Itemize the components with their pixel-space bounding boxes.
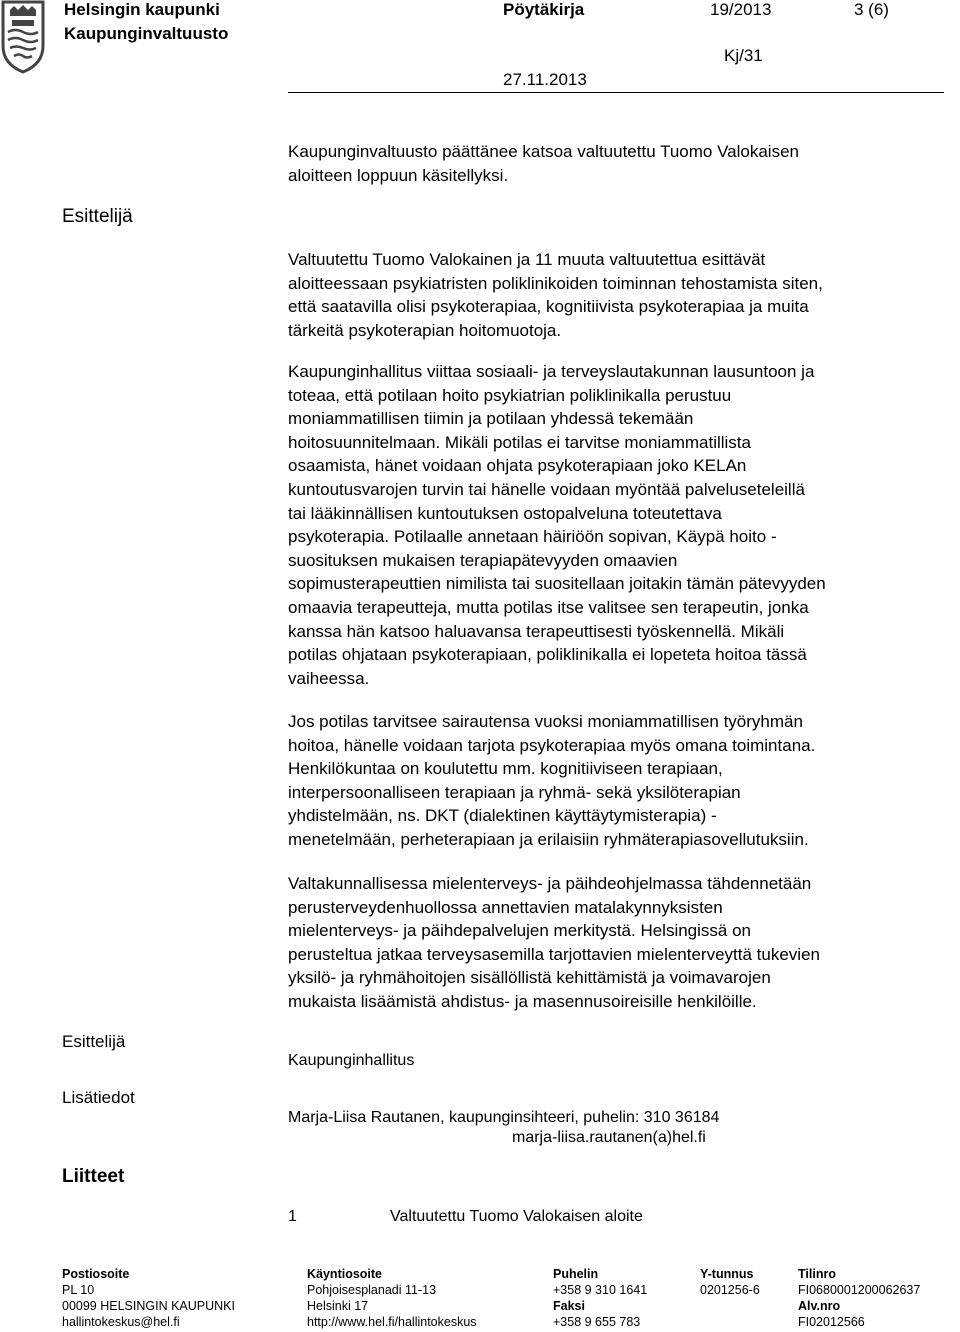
label-attachments: Liitteet xyxy=(62,1166,125,1187)
footer-phone xyxy=(553,1266,647,1330)
doc-number: 19/2013 xyxy=(710,0,772,19)
paragraph-national-program: Valtakunnallisessa mielenterveys- ja päihdeohjelmassa tähdennetään perusterveydenhuollossa annettavien matalakynnyksisten mielenterveys- ja päihdepalvelujen merkitystä. Helsingissä on perusteltua jatkaa terveysasemilla tarjottavien mielenterveyttä tukevien yksilö- ja ryhmähoitojen sisällöllistä kehittämistä ja voimavarojen mukaista lisäämistä ahdistus- ja masennusoireisille henkilöille. xyxy=(288,874,820,1011)
footer-account-value: FI0680001200062637 xyxy=(798,1283,921,1297)
section-number: Kj/31 xyxy=(724,46,763,65)
contact-email[interactable]: marja-liisa.rautanen(a)hel.fi xyxy=(512,1129,706,1146)
paragraph-initiative: Valtuutettu Tuomo Valokainen ja 11 muuta valtuutettua esittävät aloitteessaan psykiatristen poliklinikoiden toiminnan tehostamista siten, että saatavilla olisi psykoterapiaa, kognitiivista psykoterapiaa ja muita tärkeitä psykoterapian hoitomuotoja. xyxy=(288,250,823,340)
footer-fax-number: +358 9 655 783 xyxy=(553,1315,641,1329)
footer-website[interactable]: http://www.hel.fi/hallintokeskus xyxy=(307,1315,477,1329)
footer-email[interactable]: hallintokeskus@hel.fi xyxy=(62,1315,180,1329)
helsinki-crest-icon xyxy=(0,0,46,74)
paragraph-team-treatment: Jos potilas tarvitsee sairautensa vuoksi moniammatillisen työryhmän hoitoa, hänelle voidaan tarjota psykoterapiaa myös omana toimintana. Henkilökuntaa on koulutettu mm. kognitiiviseen terapiaan, interpersoonalliseen terapiaan ja ryhmä- sekä yksilöterapian yhdistelmään, ns. DKT (dialektinen käyttäytymisterapia) - menetelmään, perheterapiaan ja erilaisiin ryhmäterapiasovellutuksiin. xyxy=(288,712,816,849)
label-presenter-2: Esittelijä xyxy=(62,1032,126,1051)
body-name: Kaupunginvaltuusto xyxy=(64,24,229,43)
footer-visiting xyxy=(307,1266,477,1330)
footer-visiting-line: Helsinki 17 xyxy=(307,1299,369,1313)
footer-business-id-value: 0201256-6 xyxy=(700,1283,760,1297)
paragraph-decision: Kaupunginvaltuusto päättänee katsoa valtuutettu Tuomo Valokaisen aloitteen loppuun käsitellyksi. xyxy=(288,142,799,185)
meeting-date: 27.11.2013 xyxy=(503,70,587,89)
attachment-number: 1 xyxy=(288,1208,297,1225)
footer-phone-number: +358 9 310 1641 xyxy=(553,1283,648,1297)
footer-postal xyxy=(62,1266,235,1330)
footer-account-heading: Tilinro xyxy=(798,1267,836,1281)
footer-vat-heading: Alv.nro xyxy=(798,1299,841,1313)
label-more-info: Lisätiedot xyxy=(62,1088,135,1107)
footer-business-id-heading: Y-tunnus xyxy=(700,1267,754,1281)
footer-postal-line: PL 10 xyxy=(62,1283,95,1297)
presenter-value: Kaupunginhallitus xyxy=(288,1052,415,1069)
footer-vat-value: FI02012566 xyxy=(798,1315,865,1329)
doc-type: Pöytäkirja xyxy=(503,0,585,19)
footer-business-id xyxy=(700,1266,760,1298)
contact-person: Marja-Liisa Rautanen, kaupunginsihteeri, puhelin: 310 36184 xyxy=(288,1109,720,1126)
footer-visiting-line: Pohjoisesplanadi 11-13 xyxy=(307,1283,437,1297)
footer-postal-line: 00099 HELSINGIN KAUPUNKI xyxy=(62,1299,235,1313)
footer-visiting-heading: Käyntiosoite xyxy=(307,1267,383,1281)
page-number: 3 (6) xyxy=(854,0,889,19)
org-name: Helsingin kaupunki xyxy=(64,0,220,19)
attachment-title[interactable]: Valtuutettu Tuomo Valokaisen aloite xyxy=(390,1208,643,1225)
footer-phone-heading: Puhelin xyxy=(553,1267,599,1281)
paragraph-board-response: Kaupunginhallitus viittaa sosiaali- ja terveyslautakunnan lausuntoon ja toteaa, että potilaan hoito psykiatrian poliklinikalla perustuu moniammatillisen tiimin ja potilaan yhdessä tekemään hoitosuunnitelmaan. Mikäli potilas ei tarvitse moniammatillista osaamista, hänet voidaan ohjata psykoterapiaan joko KELAn kuntoutusvarojen turvin tai hänelle voidaan myöntää palveluseteleillä tai lääkinnällisen kuntoutuksen ostopalveluna toteutettava psykoterapia. Potilaalle annetaan häiriöön sopivan, Käypä hoito - suosituksen mukaisen terapiapätevyyden omaavien sopimusterapeuttien nimilista tai suositellaan joitakin tämän pätevyyden omaavia terapeutteja, mutta potilas itse valitsee sen terapeutin, jonka kanssa hän katsoo haluavansa terapeuttisesti työskennellä. Mikäli potilas ohjataan psykoterapiaan, poliklinikalla ei lopeteta hoitoa tässä vaiheessa. xyxy=(288,362,826,688)
header-divider xyxy=(288,92,944,93)
footer-fax-heading: Faksi xyxy=(553,1299,585,1313)
footer-account xyxy=(798,1266,920,1330)
label-presenter: Esittelijä xyxy=(62,206,133,227)
footer-postal-heading: Postiosoite xyxy=(62,1267,130,1281)
